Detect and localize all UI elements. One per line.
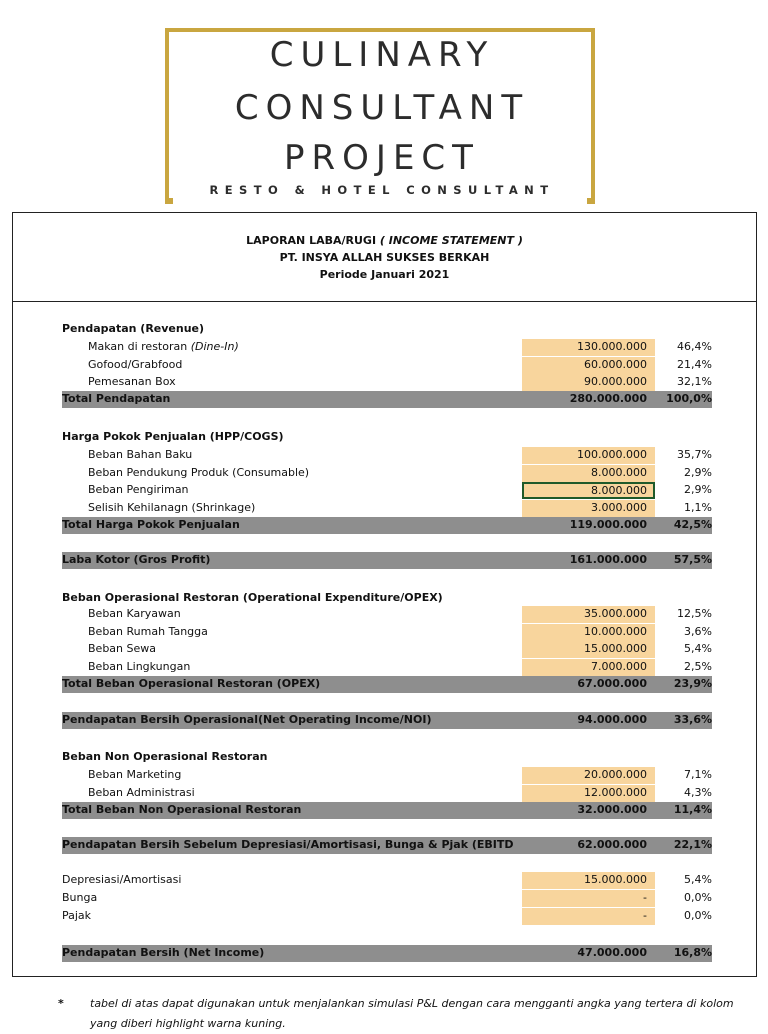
row-label-text: Total Beban Non Operasional Restoran — [62, 803, 302, 816]
row-label-italic: (Dine-In) — [190, 340, 239, 353]
amount-cell: 119.000.000 — [569, 518, 647, 531]
percentage-cell: 5,4% — [684, 873, 712, 886]
percentage-cell: 23,9% — [673, 677, 712, 690]
row-label — [62, 873, 181, 886]
total-row — [62, 391, 712, 408]
total-row — [62, 945, 712, 962]
row-label-text: Beban Non Operasional Restoran — [62, 750, 268, 763]
row-label-text: Beban Pendukung Produk (Consumable) — [88, 466, 310, 479]
total-row — [62, 676, 712, 693]
report-title-text: LAPORAN LABA/RUGI — [246, 234, 377, 247]
row-label — [88, 625, 208, 638]
logo-frame-corner — [587, 198, 595, 204]
total-row — [62, 712, 712, 729]
total-row — [62, 802, 712, 819]
report-period: Periode Januari 2021 — [319, 268, 450, 281]
percentage-cell: 32,1% — [677, 375, 712, 388]
line-item-row — [62, 890, 712, 907]
row-label-text: Pemesanan Box — [88, 375, 176, 388]
line-item-row — [62, 374, 712, 391]
amount-cell: 94.000.000 — [577, 713, 647, 726]
percentage-cell: 22,1% — [673, 838, 712, 851]
row-label — [62, 553, 210, 566]
row-label — [62, 891, 97, 904]
row-label — [62, 591, 443, 604]
row-label-text: Pendapatan Bersih Sebelum Depresiasi/Amortisasi, Bunga & Pjak (EBITD — [62, 838, 514, 851]
editable-amount-cell[interactable]: 8.000.000 — [522, 482, 655, 499]
percentage-cell: 1,1% — [684, 501, 712, 514]
percentage-cell: 46,4% — [677, 340, 712, 353]
row-label-text: Beban Karyawan — [88, 607, 181, 620]
line-item-row — [62, 606, 712, 623]
row-label — [62, 946, 264, 959]
row-label — [62, 838, 514, 851]
row-label — [88, 448, 192, 461]
row-label-text: Pendapatan (Revenue) — [62, 322, 205, 335]
percentage-cell: 21,4% — [677, 358, 712, 371]
row-label — [88, 466, 309, 479]
logo-frame-corner — [165, 198, 173, 204]
percentage-cell: 57,5% — [673, 553, 712, 566]
line-item-row — [62, 357, 712, 374]
percentage-cell: 4,3% — [684, 786, 712, 799]
row-label — [88, 483, 189, 496]
editable-amount-cell[interactable]: 60.000.000 — [522, 357, 655, 374]
percentage-cell: 3,6% — [684, 625, 712, 638]
row-label — [88, 340, 239, 353]
editable-amount-cell[interactable]: 130.000.000 — [522, 339, 655, 356]
row-label-text: Beban Bahan Baku — [88, 448, 193, 461]
line-item-row — [62, 908, 712, 925]
row-label — [88, 660, 190, 673]
editable-amount-cell[interactable]: 3.000.000 — [522, 500, 655, 517]
logo-line-1: CULINARY — [269, 35, 495, 75]
amount-cell: 67.000.000 — [577, 677, 647, 690]
total-row — [62, 837, 712, 854]
amount-cell: 47.000.000 — [577, 946, 647, 959]
row-label-text: Depresiasi/Amortisasi — [62, 873, 182, 886]
section-heading — [62, 321, 712, 338]
percentage-cell: 2,9% — [684, 483, 712, 496]
row-label — [62, 713, 431, 726]
row-label-text: Makan di restoran — [88, 340, 188, 353]
row-label — [62, 677, 320, 690]
line-item-row — [62, 659, 712, 676]
percentage-cell: 2,5% — [684, 660, 712, 673]
row-label — [88, 768, 181, 781]
percentage-cell: 35,7% — [677, 448, 712, 461]
percentage-cell: 7,1% — [684, 768, 712, 781]
editable-amount-cell[interactable]: 35.000.000 — [522, 606, 655, 623]
income-statement-table — [12, 212, 757, 977]
logo-line-2: CONSULTANT — [234, 88, 530, 128]
row-label-text: Harga Pokok Penjualan (HPP/COGS) — [62, 430, 284, 443]
percentage-cell: 2,9% — [684, 466, 712, 479]
line-item-row — [62, 641, 712, 658]
row-label-text: Beban Sewa — [88, 642, 156, 655]
row-label-text: Pendapatan Bersih (Net Income) — [62, 946, 265, 959]
editable-amount-cell[interactable]: 100.000.000 — [522, 447, 655, 464]
row-label — [62, 518, 240, 531]
editable-amount-cell[interactable]: 7.000.000 — [522, 659, 655, 676]
report-title — [13, 234, 756, 247]
row-label-text: Total Harga Pokok Penjualan — [62, 518, 240, 531]
editable-amount-cell[interactable]: 90.000.000 — [522, 374, 655, 391]
logo-line-3: PROJECT — [284, 138, 480, 178]
row-label — [62, 392, 170, 405]
section-heading — [62, 590, 712, 607]
line-item-row — [62, 339, 712, 356]
line-item-row — [62, 785, 712, 802]
report-header — [13, 213, 756, 302]
editable-amount-cell[interactable]: 15.000.000 — [522, 872, 655, 889]
row-label-text: Beban Operasional Restoran (Operational Expenditure/OPEX) — [62, 591, 443, 604]
row-label — [88, 358, 182, 371]
row-label — [62, 909, 91, 922]
percentage-cell: 100,0% — [666, 392, 712, 405]
row-label — [88, 642, 156, 655]
total-row — [62, 552, 712, 569]
editable-amount-cell[interactable]: - — [522, 908, 655, 925]
logo-tagline: RESTO & HOTEL CONSULTANT — [175, 182, 589, 198]
line-item-row — [62, 482, 712, 499]
row-label-text: Bunga — [62, 891, 98, 904]
row-label-text: Pajak — [62, 909, 92, 922]
editable-amount-cell[interactable]: - — [522, 890, 655, 907]
row-label-text: Beban Pengiriman — [88, 483, 189, 496]
amount-cell: 280.000.000 — [569, 392, 647, 405]
line-item-row — [62, 767, 712, 784]
editable-amount-cell[interactable]: 20.000.000 — [522, 767, 655, 784]
row-label-text: Beban Rumah Tangga — [88, 625, 208, 638]
row-label-text: Total Pendapatan — [62, 392, 171, 405]
percentage-cell: 0,0% — [684, 909, 712, 922]
percentage-cell: 0,0% — [684, 891, 712, 904]
percentage-cell: 12,5% — [677, 607, 712, 620]
row-label-text: Gofood/Grabfood — [88, 358, 183, 371]
row-label-text: Pendapatan Bersih Operasional(Net Operating Income/NOI) — [62, 713, 432, 726]
footnote-text: tabel di atas dapat digunakan untuk menjalankan simulasi P&L dengan cara mengganti angka yang tertera di kolom yang diberi highlight warna kuning. — [90, 997, 734, 1030]
section-heading — [62, 749, 712, 766]
logo — [165, 28, 599, 205]
row-label — [62, 803, 301, 816]
percentage-cell: 33,6% — [673, 713, 712, 726]
row-label-text: Beban Administrasi — [88, 786, 195, 799]
amount-cell: 32.000.000 — [577, 803, 647, 816]
percentage-cell: 5,4% — [684, 642, 712, 655]
row-label — [88, 786, 195, 799]
row-label — [88, 607, 181, 620]
editable-amount-cell[interactable]: 12.000.000 — [522, 785, 655, 802]
editable-amount-cell[interactable]: 15.000.000 — [522, 641, 655, 658]
percentage-cell: 11,4% — [673, 803, 712, 816]
line-item-row — [62, 624, 712, 641]
row-label — [62, 322, 204, 335]
editable-amount-cell[interactable]: 8.000.000 — [522, 465, 655, 482]
row-label-text: Beban Lingkungan — [88, 660, 191, 673]
amount-cell: 161.000.000 — [569, 553, 647, 566]
row-label — [88, 501, 255, 514]
row-label-text: Beban Marketing — [88, 768, 182, 781]
row-label — [62, 750, 267, 763]
percentage-cell: 42,5% — [673, 518, 712, 531]
section-heading — [62, 429, 712, 446]
line-item-row — [62, 500, 712, 517]
row-label-text: Laba Kotor (Gros Profit) — [62, 553, 211, 566]
footnote-star: * — [58, 997, 64, 1010]
row-label-text: Total Beban Operasional Restoran (OPEX) — [62, 677, 321, 690]
line-item-row — [62, 872, 712, 889]
row-label — [62, 430, 284, 443]
row-label — [88, 375, 176, 388]
total-row — [62, 517, 712, 534]
line-item-row — [62, 465, 712, 482]
percentage-cell: 16,8% — [673, 946, 712, 959]
report-title-italic: ( INCOME STATEMENT ) — [379, 234, 523, 247]
amount-cell: 62.000.000 — [577, 838, 647, 851]
line-item-row — [62, 447, 712, 464]
editable-amount-cell[interactable]: 10.000.000 — [522, 624, 655, 641]
row-label-text: Selisih Kehilanagn (Shrinkage) — [88, 501, 256, 514]
company-name: PT. INSYA ALLAH SUKSES BERKAH — [279, 251, 490, 264]
